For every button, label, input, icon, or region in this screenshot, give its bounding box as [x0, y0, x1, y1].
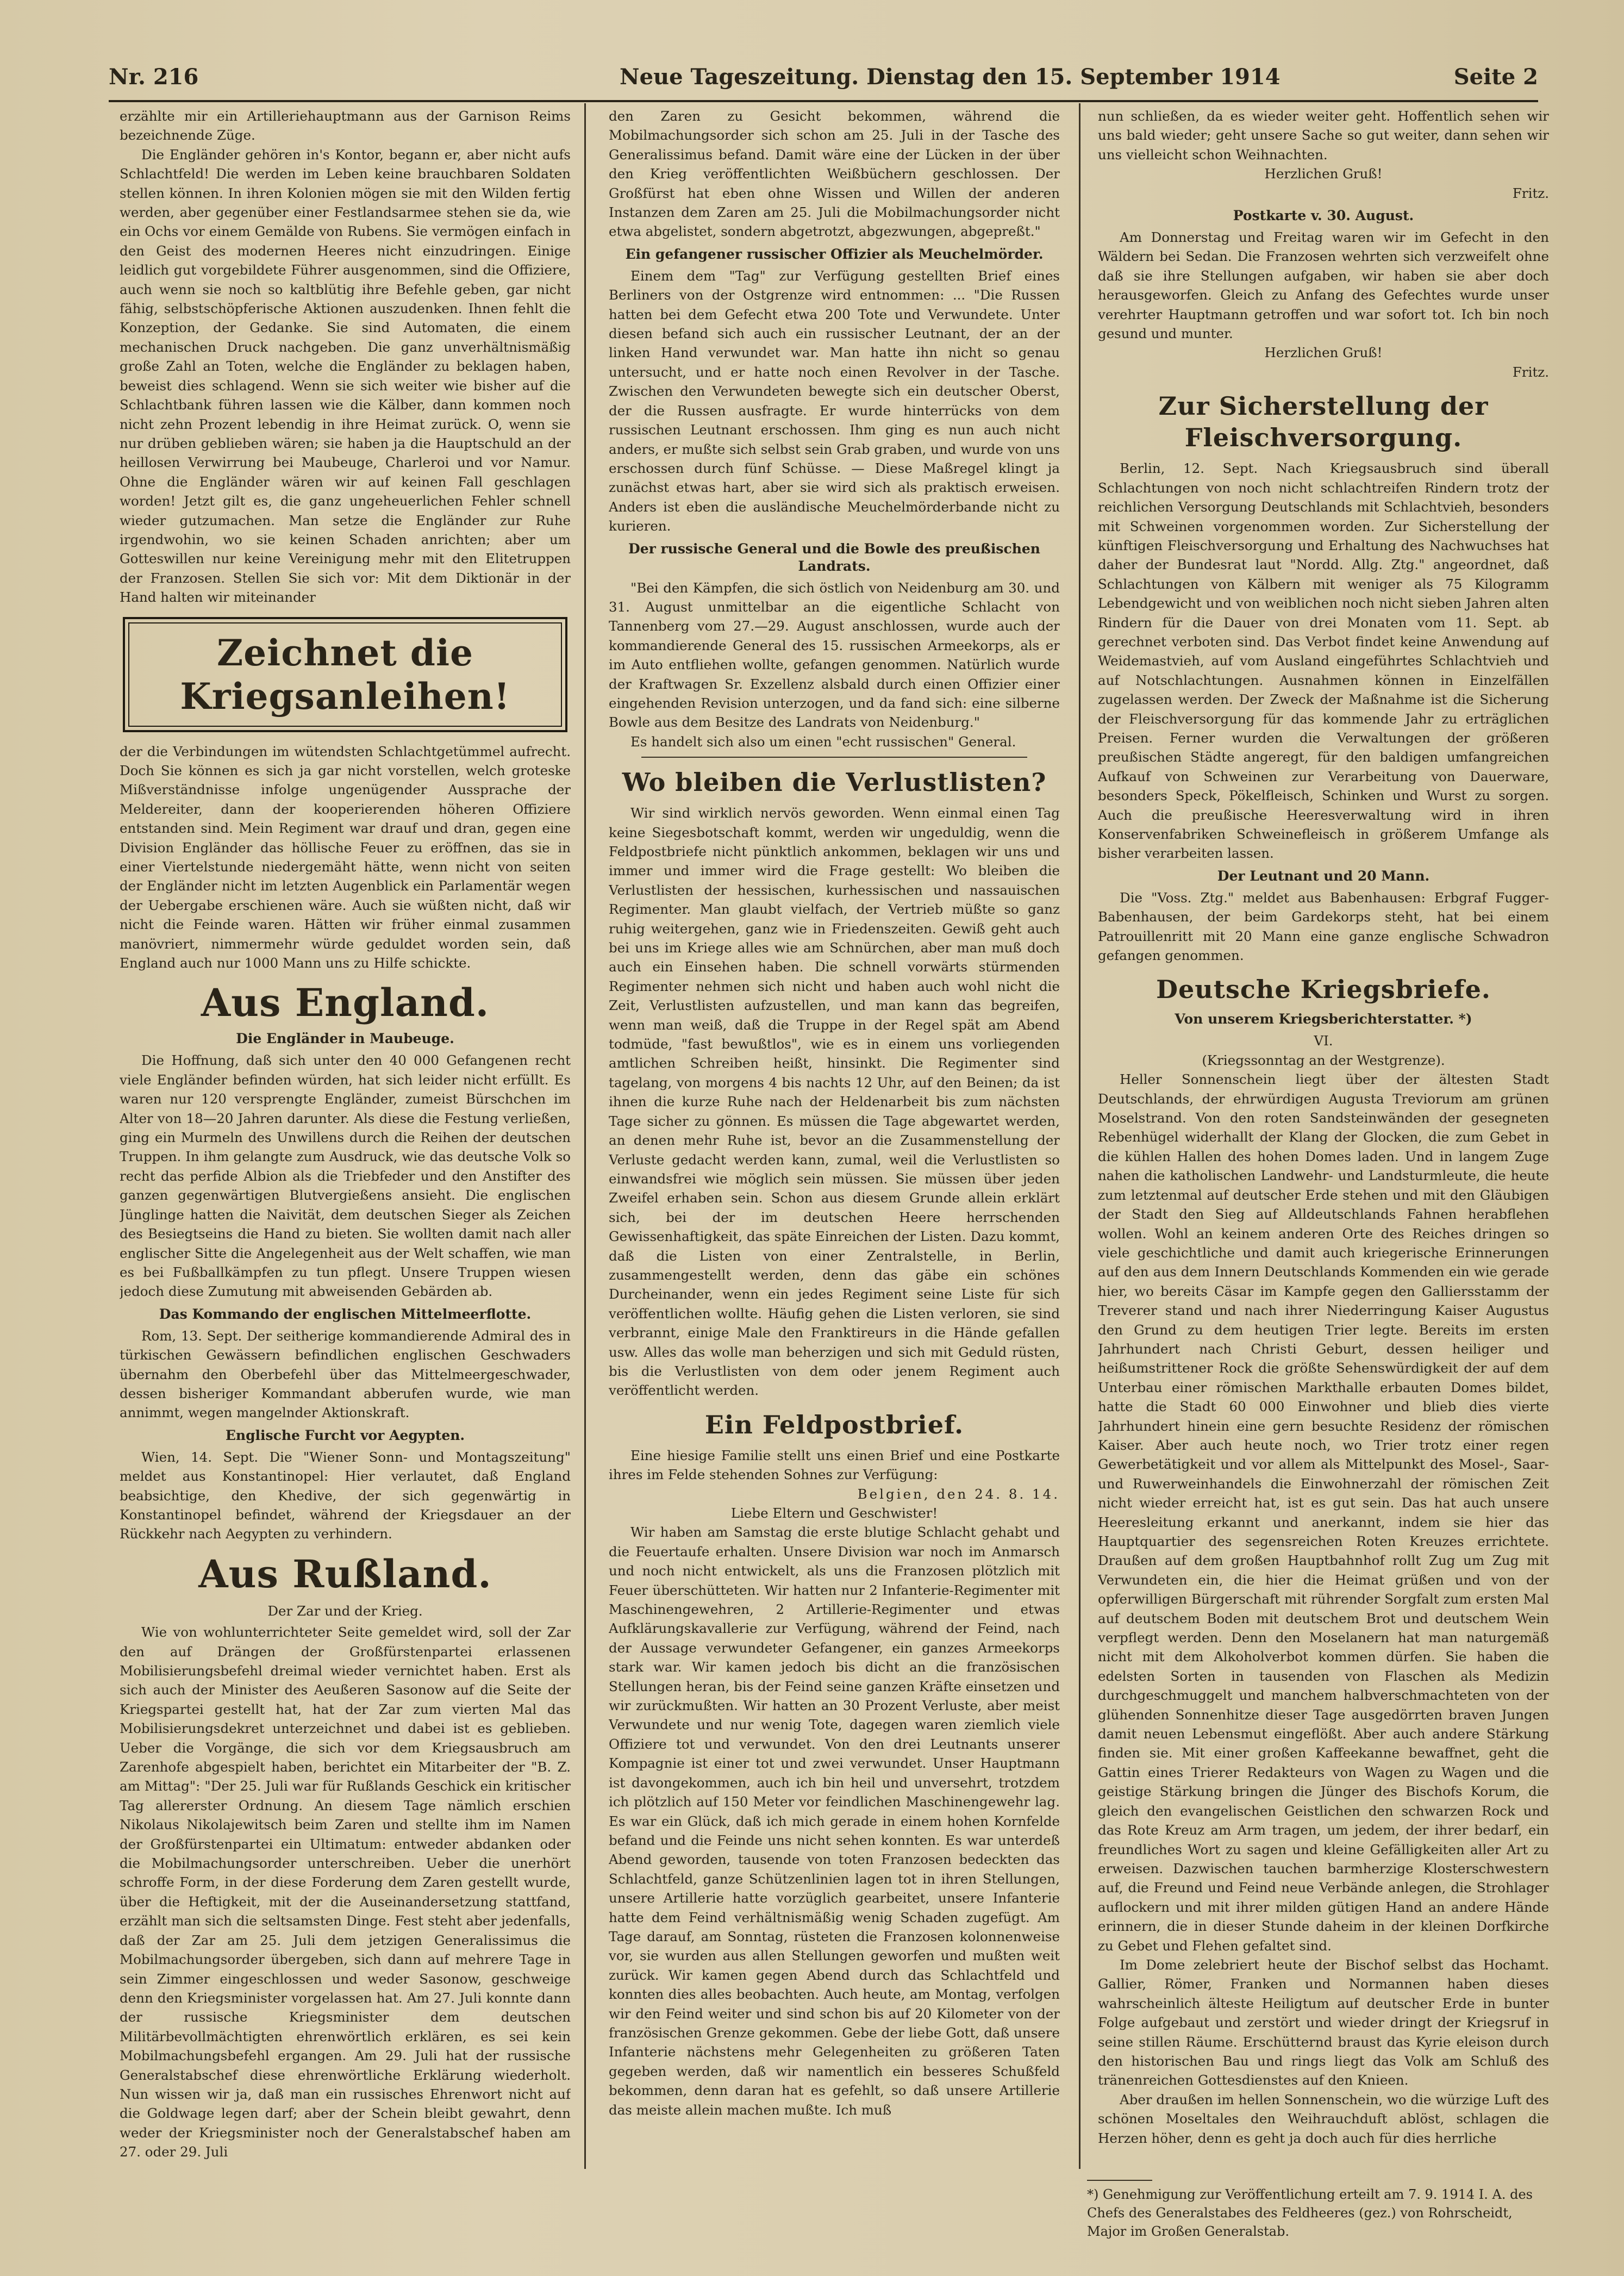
divider [641, 757, 1027, 758]
headline-russland: Aus Rußland. [198, 1551, 492, 1597]
headline-kriegsbriefe: Deutsche Kriegsbriefe. [1156, 975, 1491, 1005]
headline-feldpostbrief: Ein Feldpostbrief. [704, 1410, 964, 1439]
section-number: VI. [1314, 1033, 1333, 1049]
column-rule-1 [584, 103, 586, 2169]
column-rule-2 [1079, 103, 1080, 2169]
column-2 [609, 107, 1060, 2259]
subhead-general: Der russische General und die Bowle des preußischen Landrats. [628, 540, 1040, 574]
col3-para: Berlin, 12. Sept. Nach Kriegsausbruch sind überall Schlachtungen von noch nicht schlachtreifen Rindern trotz der reichlichen Versorgung Deutschlands mit Schlachtvieh, besonders mit Schweinen vorgenommen worden. Zur Sicherstellung der künftigen Fleischversorgung und Erhaltung des Nachwuchses hat daher der Bundesrat laut "Nordd. Allg. Ztg." angeordnet, daß Schlachtungen von Kälbern mit weniger als 75 Kilogramm Lebendgewicht und von weiblichen noch nicht sieben Jahren alten Rindern für die Dauer von drei Monaten vom 11. Sept. ab gerechnet verboten sind. Das Verbot findet keine Anwendung auf Weidemastvieh, auf vom Ausland eingeführtes Schlachtvieh und auf Notschlachtungen. Ausnahmen können in Einzelfällen zugelassen werden. Der Zweck der Maßnahme ist die Sicherung der Fleischversorgung für das kommende Jahr zu erträglichen Preisen. Ferner wurden die Verwaltungen der größeren preußischen Städte angeregt, für den baldigen umfangreichen Aufkauf von Schweinen zur Verarbeitung von Dauerware, besonders Speck, Pökelfleisch, Schinken und Wurst zu sorgen. Auch die preußische Heeresverwaltung wird in ihren Konservenfabriken Schweinefleisch in größerem Umfange als bisher verarbeiten lassen. [1098, 460, 1549, 862]
letter-greeting: Liebe Eltern und Geschwister! [730, 1505, 938, 1521]
subhead-zar: Der Zar und der Krieg. [267, 1602, 423, 1619]
footnote-block [1087, 2180, 1538, 2241]
col3-para: Heller Sonnenschein liegt über der ältesten Stadt Deutschlands, der ehrwürdigen Augusta Treviorum am grünen Moselstrand. Von den roten Sandsteinwänden der gesegneten Rebenhügel widerhallt der Klang der Glocken, die zum Gebet in die kühlen Hallen des hohen Domes laden. Und in langem Zuge nahen die katholischen Landwehr- und Landsturmleute, die heute zum letztenmal auf deutscher Erde stehen und mit den Gläubigen der Stadt den Sieg auf Alldeutschlands Fahnen herabflehen wollen. Wohl an keinem anderen Orte des Reiches dringen so viele geschichtliche und damit auch kriegerische Erinnerungen auf den aus dem Innern Deutschlands Kommenden ein wie gerade hier, wo bereits Cäsar im Kampfe gegen den Galliersstamm der Treverer stand und nach ihrer Niederringung Kaiser Augustus den Grund zu dem heutigen Trier legte. Bereits im ersten Jahrhundert nach Christi Geburt, dessen heiliger und heißumstrittener Rock die größte Sehenswürdigkeit der auf dem Unterbau einer römischen Markthalle erbauten Domes bildet, hatte die Stadt 60 000 Einwohner und blieb dies vierte Jahrhundert hinein eine gern besuchte Residenz der römischen Kaiser. Aber auch heute noch, wo Trier trotz einer regen Gewerbetätigkeit und vor allem als Mittelpunkt des Mosel-, Saar- und Ruwerweinhandels die Einwohnerzahl der römischen Zeit nicht wieder erreicht hat, ist es gut sein. Das hat auch unsere Heeresleitung erkannt und anerkannt, indem sie hier das Hauptquartier des segensreichen Roten Kreuzes errichtete. Draußen auf dem großen Hauptbahnhof rollt Zug um Zug mit Verwundeten ein, die hier die Heimat grüßen und von der opferwilligen Bürgerschaft mit rührender Sorgfalt zum ersten Mal auf deutschem Boden mit deutschem Brot und deutschem Wein verpflegt werden. Denn den Moselanern hat man naturgemäß nicht mit dem Alkoholverbot kommen dürfen. Sie haben die edelsten Sorten in tausenden von Flaschen als Medizin durchgeschmuggelt und manchem halbverschmachteten von der glühenden Sonnenhitze dieser Tage ausgedörrten braven Jungen damit neuen Lebensmut eingeflößt. Aber auch andere Stärkung finden sie. Mit einer großen Kaffeekanne bewaffnet, geht die Gattin eines Trierer Redakteurs von Wagen zu Wagen und die geistige Stärkung bringen die Jünger des Bischofs Korum, die gleich den evangelischen Geistlichen den schwarzen Rock und das Rote Kreuz am Arm tragen, um jedem, der ihrer bedarf, ein freundliches Wort zu sagen und kleine Gefälligkeiten aller Art zu erweisen. Dazwischen tauchen barmherzige Klosterschwestern auf, die Freund und Feind neue Verbände anlegen, die Strohlager auflockern und mit ihrer milden gütigen Hand an andere Hände erinnern, die in dieser Stunde daheim in der kleinen Dorfkirche zu Gebet und Flehen gefaltet sind. [1098, 1071, 1549, 1954]
footnote: *) Genehmigung zur Veröffentlichung erteilt am 7. 9. 1914 I. A. des Chefs des Generalstabes des Feldheeres (gez.) von Rohrscheidt, Major im Großen Generalstab. [1087, 2187, 1533, 2239]
col2-para: Eine hiesige Familie stellt uns einen Brief und eine Postkarte ihres im Felde stehenden Sohnes zur Verfügung: [609, 1447, 1060, 1483]
col3-para: nun schließen, da es wieder weiter geht. Hoffentlich sehen wir uns bald wieder; geht unsere Sache so gut weiter, dann sehen wir uns vielleicht schon Weihnachten. [1098, 108, 1549, 163]
subhead-leutnant: Der Leutnant und 20 Mann. [1217, 868, 1430, 884]
headline-verlustlisten: Wo bleiben die Verlustlisten? [622, 768, 1047, 797]
newspaper-title-date: Neue Tageszeitung. Dienstag den 15. September 1914 [620, 64, 1281, 90]
subhead-maubeuge: Die Engländer in Maubeuge. [236, 1031, 454, 1047]
col3-para: Die "Voss. Ztg." meldet aus Babenhausen: Erbgraf Fugger-Babenhausen, der beim Gardekorps steht, hat bei einem Patrouillenritt mit 20 Mann eine ganze englische Schwadron gefangen genommen. [1098, 889, 1549, 964]
letter-closing: Herzlichen Gruß! [1264, 345, 1383, 361]
subhead-postkarte: Postkarte v. 30. August. [1233, 208, 1414, 224]
col1-para: Wie von wohlunterrichteter Seite gemeldet wird, soll der Zar den auf Drängen der Großfürstenpartei erlassenen Mobilisierungsbefehl dreimal wieder vernichtet haben. Erst als sich auch der Minister des Aeußeren Sasonow auf die Seite der Kriegspartei gestellt hat, hat der Zar zum vierten Mal das Mobilisierungsdekret unterzeichnet und dabei ist es geblieben. Ueber die Vorgänge, die sich vor dem Kriegsausbruch am Zarenhofe abgespielt haben, berichtet ein Mitarbeiter der "B. Z. am Mittag": "Der 25. Juli war für Rußlands Geschick ein kritischer Tag allererster Ordnung. An diesem Tage nämlich erschien Nikolaus Nikolajewitsch beim Zaren und stellte ihm im Namen der Großfürstenpartei ein Ultimatum: entweder abdanken oder die Mobilmachungsorder unterschreiben. Ueber die unerhört schroffe Form, in der diese Forderung dem Zaren gestellt wurde, über die Heftigkeit, mit der die Auseinandersetzung stattfand, erzählt man sich die seltsamsten Dinge. Fest steht aber jedenfalls, daß der Zar am 25. Juli dem jetzigen Generalissimus die Mobilmachungsorder übergeben, sich dann auf mehrere Tage in sein Zimmer eingeschlossen und weder Sasonow, geschweige denn den Kriegsminister vorgelassen hat. Am 27. Juli konnte dann der russische Kriegsminister dem deutschen Militärbevollmächtigten ehrenwörtlich erklären, es sei kein Mobilmachungsbefehl ergangen. Am 29. Juli hat der russische Generalstabschef diese ehrenwörtliche Erklärung wiederholt. Nun wissen wir ja, daß man ein russisches Ehrenwort nicht auf die Goldwage legen darf; aber der Schein bleibt gewahrt, denn weder der Kriegsminister noch der Generalstabschef haben am 27. oder 29. Juli [120, 1624, 571, 2160]
subhead-aegypten: Englische Furcht vor Aegypten. [225, 1427, 465, 1443]
subhead-berichterstatter: Von unserem Kriegsberichterstatter. *) [1175, 1011, 1472, 1027]
col3-para: Am Donnerstag und Freitag waren wir im Gefecht in den Wäldern bei Sedan. Die Franzosen wehrten sich verzweifelt ohne daß sie ihre Stellungen aufgaben, wir haben sie aber doch herausgeworfen. Gleich zu Anfang des Gefechtes wurde unser verehrter Hauptmann getroffen und war sofort tot. Ich bin noch gesund und munter. [1098, 229, 1549, 342]
letter-place-date: Belgien, den 24. 8. 14. [857, 1486, 1060, 1502]
col2-para: Es handelt sich also um einen "echt russischen" General. [630, 733, 1016, 750]
col2-para: "Bei den Kämpfen, die sich östlich von Neidenburg am 30. und 31. August unmittelbar an die eigentliche Schlacht von Tannenberg vom 27.—29. August anschlossen, wurde auch der kommandierende General des 15. russischen Armeekorps, als er im Auto entfliehen wollte, gefangen genommen. Natürlich wurde der Kraftwagen Sr. Exzellenz alsbald durch einen Offizier einer eingehenden Revision unterzogen, und da fand sich: eine silberne Bowle aus dem Besitze des Landrats von Neidenburg." [609, 579, 1060, 731]
col1-para: Rom, 13. Sept. Der seitherige kommandierende Admiral des in türkischen Gewässern befindlichen englischen Geschwaders übernahm den Oberbefehl über das Mittelmeergeschwader, dessen bisheriger Kommandant abberufen wurde, wie man annimmt, wegen mangelnder Aktionskraft. [120, 1327, 571, 1421]
col1-para: Die Hoffnung, daß sich unter den 40 000 Gefangenen recht viele Engländer befinden würden, hat sich leider nicht erfüllt. Es waren nur 120 versprengte Engländer, zumeist Bürschchen im Alter von 18—20 Jahren darunter. Als diese die Festung verließen, ging ein Murmeln des Unwillens durch die Reihen der deutschen Truppen. In ihm gelangte zum Ausdruck, wie das deutsche Volk so recht das perfide Albion als die Triebfeder und den Anstifter des ganzen gegenwärtigen Blutvergießens ansieht. Die englischen Jünglinge hatten die Naivität, dem deutschen Sieger als Zeichen des Besiegtseins die Hand zu bieten. Sie wollten damit nach aller englischer Sitte die Angelegenheit aus der Welt schaffen, wie man es bei Fußballkämpfen zu tun pflegt. Unsere Truppen wiesen jedoch diese Zumutung mit abweisenden Gebärden ab. [120, 1052, 571, 1300]
subhead-offizier: Ein gefangener russischer Offizier als Meuchelmörder. [625, 246, 1044, 262]
letter-closing: Herzlichen Gruß! [1264, 166, 1383, 182]
subhead-mittelmeer: Das Kommando der englischen Mittelmeerflotte. [159, 1306, 532, 1322]
column-3 [1098, 107, 1549, 2172]
headline-fleischversorgung: Zur Sicherstellung der Fleischversorgung. [1158, 391, 1489, 453]
masthead-rule [109, 100, 1538, 102]
letter-signature: Fritz. [1512, 364, 1549, 380]
col2-para: Wir haben am Samstag die erste blutige Schlacht gehabt und die Feuertaufe erhalten. Unsere Division war noch im Anmarsch und noch nicht entwickelt, als uns die Franzosen plötzlich mit Feuer überschütteten. Wir hatten nur 2 Infanterie-Regimenter mit Maschinengewehren, 2 Artillerie-Regimenter und etwas Aufklärungskavallerie zur Verfügung, während der Feind, nach der Aussage verwundeter Gefangener, ein ganzes Armeekorps stark war. Wir kamen jedoch bis dicht an die französischen Stellungen heran, bis der Feind seine ganzen Kräfte einsetzen und wir zurückmußten. Wir hatten an 30 Prozent Verluste, aber meist Verwundete und nur wenig Tote, dagegen waren ziemlich viele Offiziere tot und verwundet. Von den drei Leutnants unserer Kompagnie ist einer tot und zwei verwundet. Unser Hauptmann ist davongekommen, auch ich bin heil und unversehrt, trotzdem ich plötzlich auf 150 Meter vor feindlichen Maschinengewehr lag. Es war ein Glück, daß ich mich gerade in einem hohen Kornfelde befand und die Feinde uns nicht sehen konnten. Es war unterdeß Abend geworden, tausende von toten Franzosen bedeckten das Schlachtfeld, ganze Schützenlinien lagen tot in ihren Stellungen, unsere Artillerie hatte vorzüglich gearbeitet, unsere Infanterie hatte dem Feind verhältnismäßig wenig Schaden zugefügt. Am Tage darauf, am Sonntag, rüsteten die Franzosen kolonnenweise vor, sie wurden aus allen Stellungen geworfen und mußten weit zurück. Wir kamen gegen Abend durch das Schlachtfeld und konnten dies alles beobachten. Auch heute, am Montag, verfolgen wir den Feind weiter und sind schon bis auf 20 Kilometer von der französischen Grenze gekommen. Gebe der liebe Gott, daß unsere Infanterie nächstens mehr Gelegenheiten zu größeren Taten gegeben werden, daß wir namentlich ein besseres Schußfeld bekommen, denn daran hat es gefehlt, so daß unsere Artillerie das meiste allein machen mußte. Ich muß [609, 1524, 1060, 2118]
page-label: Seite 2 [1453, 64, 1538, 90]
col2-para: Wir sind wirklich nervös geworden. Wenn einmal einen Tag keine Siegesbotschaft kommt, werden wir ungeduldig, wenn die Feldpostbriefe nicht pünktlich ankommen, beklagen wir uns und immer und immer wird die Frage gestellt: Wo bleiben die Verlustlisten der hessischen, kurhessischen und nassauischen Regimenter. Man glaubt vielfach, der Vertrieb müßte so ganz ruhig weitergehen, ganz wie in Friedenszeiten. Gewiß geht auch bei uns im Kriege alles wie am Schnürchen, aber man muß doch auch ein Einsehen haben. Die schnell vorwärts stürmenden Regimenter nehmen sich nicht und haben auch wohl nicht die Zeit, Verlustlisten aufzustellen, und man kann das begreifen, wenn man weiß, daß die Truppe in der Regel spät am Abend todmüde, "fast bewußtlos", wie es in einem uns vorliegenden amtlichen Schreiben heißt, hinsinkt. Die Regimenter sind tagelang, von morgens 4 bis nachts 12 Uhr, auf den Beinen; da ist ihnen die kurze Ruhe nach der Heldenarbeit bis zum nächsten Tage sicher zu gönnen. Es müssen die Tage abgewartet werden, an denen mehr Ruhe ist, bevor an die Zusammenstellung der Verluste gedacht werden kann, zumal, weil die Verlustlisten so einwandsfrei wie möglich sein müssen. Sie müssen über jeden Zweifel erhaben sein. Schon aus diesem Grunde allein erklärt sich, bei der im deutschen Heere herrschenden Gewissenhaftigkeit, das späte Einreichen der Listen. Dazu kommt, daß die Listen von einer Zentralstelle, in Berlin, zusammengestellt werden, denn das gäbe ein schönes Durcheinander, wenn ein jedes Regiment seine Liste für sich veröffentlichen wollte. Häufig gehen die Listen verloren, sie sind verbrannt, einige Male den Franktireurs in die Hände gefallen usw. Alles das wolle man beherzigen und sich mit Geduld rüsten, bis die Verlustlisten von dem oder jenem Regiment auch veröffentlicht werden. [609, 805, 1060, 1399]
col3-para: Im Dome zelebriert heute der Bischof selbst das Hochamt. Gallier, Römer, Franken und Normannen haben dieses wahrscheinlich älteste Heiligtum auf deutscher Erde in bunter Folge aufgebaut und zerstört und wieder dringt der Kriegsruf in seine stillen Räume. Erschütternd braust das Kyrie eleison durch den historischen Bau und rings liegt das Volk am Schluß des tränenreichen Gottesdienstes auf den Knieen. [1098, 1956, 1549, 2088]
col3-para: Aber draußen im hellen Sonnenschein, wo die würzige Luft des schönen Moseltales den Weihrauchduft ablöst, schlagen die Herzen höher, denn es geht ja doch auch für dies herrliche [1098, 2091, 1549, 2146]
footnote-rule [1087, 2180, 1152, 2181]
col1-para: Wien, 14. Sept. Die "Wiener Sonn- und Montagszeitung" meldet aus Konstantinopel: Hier verlautet, daß England beabsichtige, den Khedive, der sich gegenwärtig in Konstantinopel befindet, während der Kriegsdauer an der Rückkehr nach Aegypten zu verhindern. [120, 1449, 571, 1542]
page-number: Nr. 216 [109, 64, 199, 90]
col1-para: der die Verbindungen im wütendsten Schlachtgetümmel aufrecht. Doch Sie können es sich ja gar nicht vorstellen, welch groteske Mißverständnisse infolge ungenügender Aussprache der Meldereiter, dann der kooperierenden höheren Offiziere entstanden sind. Mein Regiment war drauf und dran, gegen eine Division Engländer das höllische Feuer zu eröffnen, das sie in einer Viertelstunde niedergemäht hätte, wenn nicht von seiten der Engländer nicht im letzten Augenblick ein Parlamentär wegen der Uebergabe erschienen wäre. Auch sie wüßten nicht, daß wir nicht die Feinde waren. Hätten wir früher einmal zusammen manövriert, nimmermehr würde geduldet worden sein, daß England auch nur 1000 Mann uns zu Hilfe schickte. [120, 743, 571, 971]
war-bonds-ad-text: Zeichnet die Kriegsanleihen! [128, 622, 562, 727]
masthead [109, 64, 1538, 97]
column-1 [120, 107, 571, 2259]
col2-para: den Zaren zu Gesicht bekommen, während die Mobilmachungsorder sich schon am 25. Juli in der Tasche des Generalissimus befand. Damit wäre eine der Lücken in der über den Krieg veröffentlichten Weißbüchern geschlossen. Der Großfürst hat eben ohne Wissen und Willen der anderen Instanzen dem Zaren am 25. Juli die Mobilmachungsorder nicht etwa abgelistet, sondern abgetrotzt, abgezwungen, abgepreßt." [609, 108, 1060, 240]
headline-england: Aus England. [201, 980, 490, 1026]
letter-signature: Fritz. [1512, 185, 1549, 201]
col1-para: Die Engländer gehören in's Kontor, begann er, aber nicht aufs Schlachtfeld! Die werden im Leben keine brauchbaren Soldaten stellen können. In ihren Kolonien mögen sie mit den Wilden fertig werden, aber gegenüber einer Festlandsarmee stehen sie da, wie ein Ochs vor einem Gemälde von Rubens. Sie vermögen einfach in den Geist des modernen Heeres nicht einzudringen. Einige leidlich gut vorgebildete Führer ausgenommen, sind die Offiziere, auch wenn sie noch so kaltblütig ihre Befehle geben, gar nicht fähig, selbstschöpferische Aktionen auszudenken. Ihnen fehlt die Konzeption, der Gedanke. Sie sind Automaten, die einem mechanischen Druck nachgeben. Die ganz unverhältnismäßig große Zahl an Toten, welche die Engländer zu beklagen haben, beweist dies schlagend. Wenn sie sich weiter wie bisher auf die Schlachtbank führen lassen wie die Kälber, dann kommen noch nicht zehn Prozent lebendig in ihre Heimat zurück. O, wenn sie nur drüben geblieben wären; sie haben ja die Hauptschuld an der heillosen Verwirrung bei Maubeuge, Charleroi und vor Namur. Ohne die Engländer wären wir auf keinen Fall geschlagen worden! Jetzt gilt es, die ganz ungeheuerlichen Fehler schnell wieder gutzumachen. Man setze die Engländer zur Ruhe irgendwohin, wo sie keinen Schaden anrichten; aber um Gotteswillen nur keine Vereinigung mehr mit den Elitetruppen der Franzosen. Stellen Sie sich vor: Mit dem Diktionär in der Hand halten wir miteinander [120, 146, 571, 606]
col1-para: erzählte mir ein Artilleriehauptmann aus der Garnison Reims bezeichnende Züge. [120, 108, 571, 144]
war-bonds-ad [123, 617, 567, 732]
subhead-kriegssonntag: (Kriegssonntag an der Westgrenze). [1202, 1052, 1445, 1068]
col2-para: Einem dem "Tag" zur Verfügung gestellten Brief eines Berliners von der Ostgrenze wird entnommen: ... "Die Russen hatten bei dem Gefecht etwa 200 Tote und Verwundete. Unter diesen befand sich auch ein russischer Leutnant, der an der linken Hand verwundet war. Man hatte ihn nicht so genau untersucht, und er hatte noch einen Revolver in der Tasche. Zwischen den Verwundeten bewegte sich ein deutscher Oberst, der die Russen ausfragte. Er wurde hinterrücks von dem russischen Leutnant erschossen. Ihm ging es nun auch nicht anders, er mußte sich selbst sein Grab graben, und wurde von uns erschossen durch fünf Schüsse. — Diese Maßregel klingt ja zunächst etwas hart, aber sie wird sich als praktisch erweisen. Anders ist eben die ausländische Meuchelmörderbande nicht zu kurieren. [609, 267, 1060, 534]
